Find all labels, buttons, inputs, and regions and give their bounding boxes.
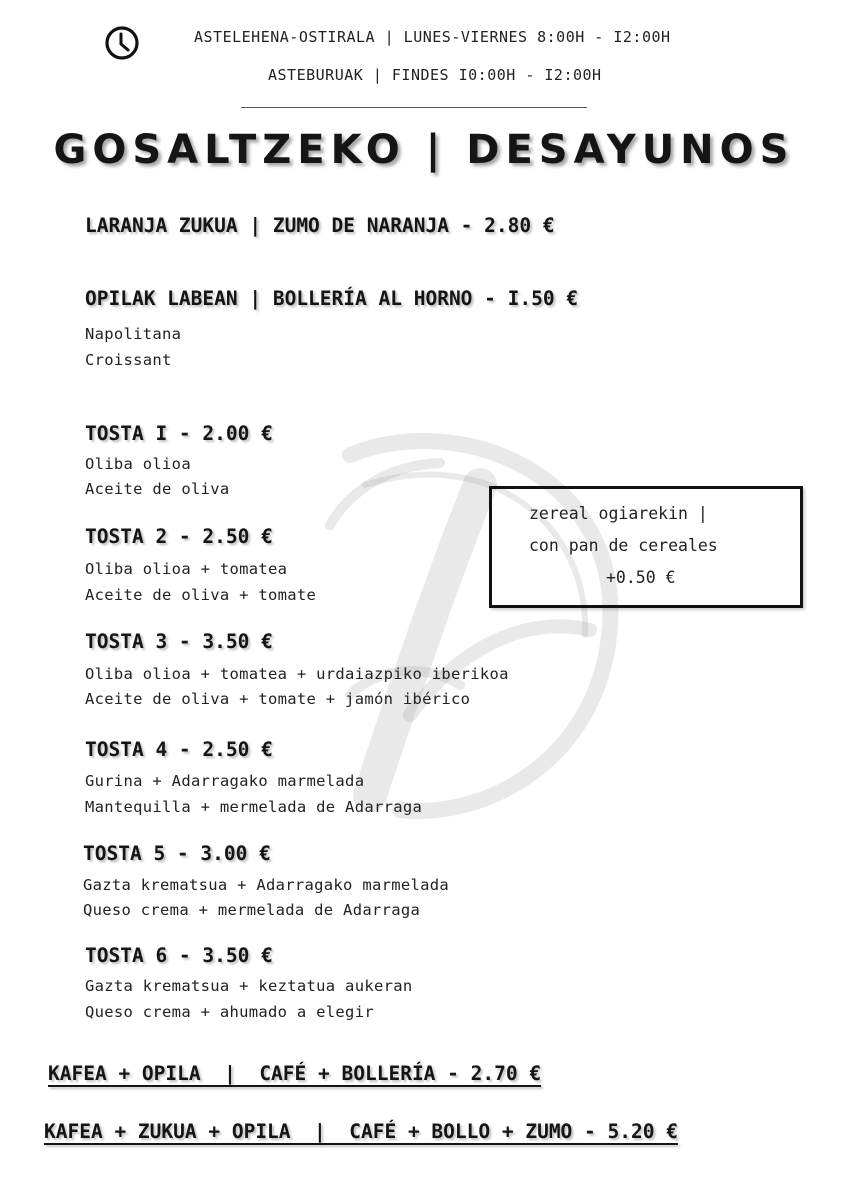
item-description: Queso crema + ahumado a elegir <box>85 1003 374 1021</box>
item-heading: OPILAK LABEAN | BOLLERÍA AL HORNO - I.50 € <box>85 287 579 310</box>
item-heading: TOSTA 5 - 3.00 € <box>83 842 271 865</box>
item-heading: TOSTA I - 2.00 € <box>85 422 273 445</box>
item-description: Oliba olioa <box>85 455 191 473</box>
header-divider <box>241 107 587 108</box>
item-description: Aceite de oliva + tomate <box>85 586 317 604</box>
clock-icon <box>104 25 140 61</box>
item-heading: TOSTA 6 - 3.50 € <box>85 944 273 967</box>
item-description: Napolitana <box>85 325 182 343</box>
combo-offer: KAFEA + OPILA | CAFÉ + BOLLERÍA - 2.70 € <box>48 1062 542 1085</box>
opening-hours-weekend: ASTEBURUAK | FINDES I0:00H - I2:00H <box>268 66 602 84</box>
item-description: Aceite de oliva + tomate + jamón ibérico <box>85 690 471 708</box>
item-description: Mantequilla + mermelada de Adarraga <box>85 798 423 816</box>
page-title: GOSALTZEKO | DESAYUNOS <box>53 127 795 173</box>
sidebox-line: zereal ogiarekin | <box>529 504 708 523</box>
item-description: Queso crema + mermelada de Adarraga <box>83 901 421 919</box>
sidebox-line: con pan de cereales <box>529 536 718 555</box>
item-description: Aceite de oliva <box>85 480 230 498</box>
item-description: Oliba olioa + tomatea <box>85 560 288 578</box>
item-heading: TOSTA 2 - 2.50 € <box>85 525 273 548</box>
item-description: Oliba olioa + tomatea + urdaiazpiko iberikoa <box>85 665 509 683</box>
sidebox-price: +0.50 € <box>606 568 676 587</box>
item-description: Gurina + Adarragako marmelada <box>85 772 365 790</box>
opening-hours-weekdays: ASTELEHENA-OSTIRALA | LUNES-VIERNES 8:00H - I2:00H <box>194 28 671 46</box>
item-heading: LARANJA ZUKUA | ZUMO DE NARANJA - 2.80 € <box>85 214 555 237</box>
item-description: Croissant <box>85 351 172 369</box>
item-description: Gazta krematsua + Adarragako marmelada <box>83 876 450 894</box>
item-description: Gazta krematsua + keztatua aukeran <box>85 977 413 995</box>
item-heading: TOSTA 3 - 3.50 € <box>85 630 273 653</box>
combo-offer: KAFEA + ZUKUA + OPILA | CAFÉ + BOLLO + ZUMO - 5.20 € <box>44 1120 678 1143</box>
item-heading: TOSTA 4 - 2.50 € <box>85 738 273 761</box>
